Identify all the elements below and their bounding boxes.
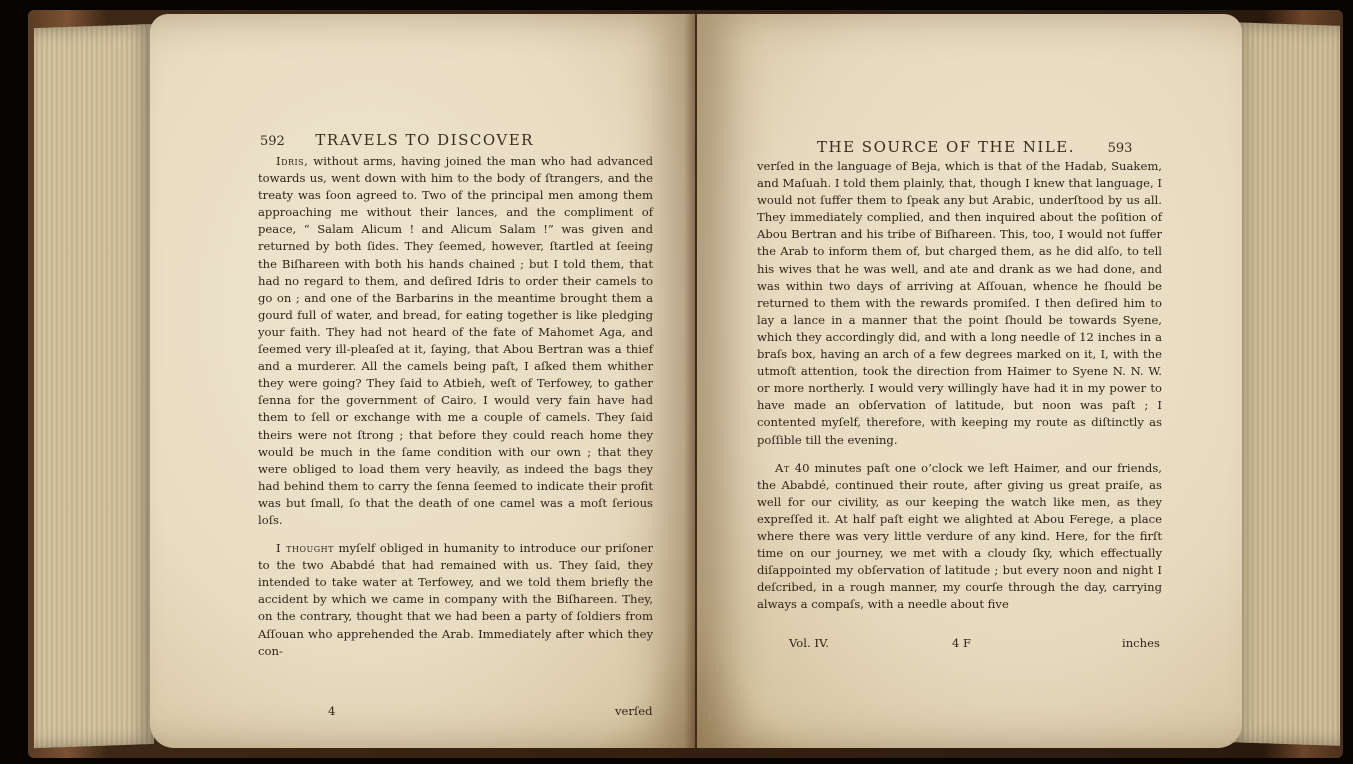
left-catchword: verſed [615,704,653,718]
left-paragraph-1-lead: Idris, [276,154,309,168]
left-paragraph-2-lead: I thought [276,541,334,556]
right-running-title: THE SOURCE OF THE NILE. [817,138,1076,156]
right-body-text [757,158,1162,613]
right-paragraph-2-text: 40 minutes paſt one o’clock we left Haimer, and our friends, the Ababdé, continued their route, after giving us great praiſe, as well for our civility, as our keeping the watch like men, as they expreſſed it. At half paſt eight we alighted at Abou Ferege, a place where there was very little verdure of any kind. Here, for the firſt time on our journey, we met with a cloudy ſky, which effectually diſappointed my obſervation of latitude ; but every noon and night I deſcribed, in a rough manner, my courſe through the day, carrying always a compaſs, with a needle about five [757,460,1162,612]
left-running-head [260,131,534,149]
left-paragraph-2 [258,540,653,660]
left-paragraph-1-text: without arms, having joined the man who had advanced towards us, went down with him to the body of ſtrangers, and the treaty was ſoon agreed to. Two of the principal men among them approaching me without their lances, and the compliment of peace, “ Salam Alicum ! and Alicum Salam !” was given and returned by both ſides. They ſeemed, however, ſtartled at ſeeing the Biſhareen with both his hands chained ; but I told them, that had no regard to them, and deſired Idris to order their camels to go on ; and one of the Barbarins in the meantime brought them a gourd full of water, and bread, for eating together is like pledging your faith. They had not heard of the fate of Mahomet Aga, and ſeemed very ill-pleaſed at it, ſaying, that Abou Bertran was a thief and a murderer. All the camels being paſt, I aſked them whither they were going? They ſaid to Atbieh, weſt of Terfowey, to gather ſenna for the government of Cairo. I would very fain have had them to ſell or exchange with me a couple of camels. They ſaid theirs were not ſtrong ; that before they could reach home they would be much in the ſame condition with our own ; that they were obliged to load them very heavily, as indeed the bags they had behind them to carry the ſenna ſeemed to indicate their profit was but ſmall, ſo that the death of one camel was a moſt ſerious loſs. [258,154,653,527]
page-edges-left [34,24,154,748]
right-paragraph-2-lead: At [775,460,790,475]
left-paragraph-1 [258,153,653,529]
right-volume-mark: Vol. IV. [789,636,829,650]
right-page-number: 593 [1107,141,1133,156]
right-running-head [817,138,1132,156]
right-paragraph-2 [757,460,1162,614]
right-page [697,14,1242,748]
right-catchword: inches [1122,636,1160,650]
left-paragraph-2-text: myſelf obliged in humanity to introduce our priſoner to the two Ababdé that had remained with us. They ſaid, they intended to take water at Terfowey, and we told them briefly the accident by which we came in company with the Biſhareen. They, on the contrary, thought that we had been a party of ſoldiers from Aſſouan who apprehended the Arab. Immediately after which they con- [258,541,653,658]
right-paragraph-1-text: verſed in the language of Beja, which is that of the Hadab, Suakem, and Maſuah. I told them plainly, that, though I knew that language, I would not ſuffer them to ſpeak any but Arabic, underſtood by us all. They immediately complied, and then inquired about the poſition of Abou Bertran and his tribe of Biſhareen. This, too, I would not ſuffer the Arab to inform them of, but charged them, as he did alſo, to tell his wives that he was well, and ate and drank as we had done, and was within two days of arriving at Aſſouan, whence he ſhould be returned to them with the rewards promiſed. I then deſired him to lay a lance in a manner that the point ſhould be towards Syene, which they accordingly did, and with a long needle of 12 inches in a braſs box, having an arch of a few degrees marked on it, I, with the utmoſt attention, took the direction from Haimer to Syene N. N. W. or more northerly. I would very willingly have had it in my power to have made an obſervation of latitude, but noon was paſt ; I contented myſelf, therefore, with keeping my route as diſtinctly as poſſible till the evening. [757,159,1162,447]
left-running-title: TRAVELS TO DISCOVER [315,131,534,149]
right-paragraph-1 [757,158,1162,449]
left-page [150,14,695,748]
right-signature: 4 F [952,636,972,650]
left-body-text [258,153,653,660]
left-page-number: 592 [260,134,285,149]
page-edges-right [1230,22,1340,746]
left-signature: 4 [328,704,336,718]
